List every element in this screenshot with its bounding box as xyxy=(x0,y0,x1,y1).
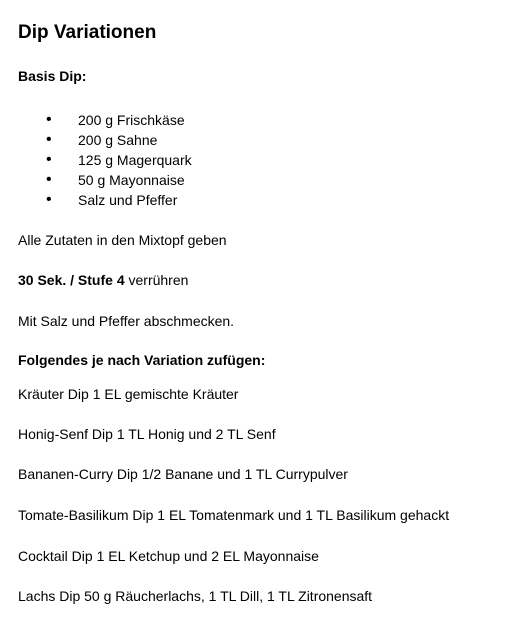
variation-lachs: Lachs Dip 50 g Räucherlachs, 1 TL Dill, 1 TL Zitronensaft xyxy=(18,588,373,604)
variation-bananen-curry: Bananen-Curry Dip 1/2 Banane und 1 TL Currypulver xyxy=(18,466,348,482)
step-stir xyxy=(18,272,188,289)
ingredient-list xyxy=(46,110,192,210)
variation-heading: Folgendes je nach Variation zufügen: xyxy=(18,352,266,368)
step-stir-action: verrühren xyxy=(124,272,189,288)
variation-cocktail: Cocktail Dip 1 EL Ketchup und 2 EL Mayonnaise xyxy=(18,548,319,564)
list-item: • Salz und Pfeffer xyxy=(46,190,192,210)
variation-tomate-basilikum: Tomate-Basilikum Dip 1 EL Tomatenmark und 1 TL Basilikum gehackt xyxy=(18,507,450,523)
list-item: • 125 g Magerquark xyxy=(46,150,192,170)
step-season: Mit Salz und Pfeffer abschmecken. xyxy=(18,313,235,329)
document-title: Dip Variationen xyxy=(18,22,157,43)
list-item: • 50 g Mayonnaise xyxy=(46,170,192,190)
step-stir-setting: 30 Sek. / Stufe 4 xyxy=(18,272,125,288)
step-mix: Alle Zutaten in den Mixtopf geben xyxy=(18,232,227,248)
list-item: • 200 g Frischkäse xyxy=(46,110,192,130)
basis-dip-heading: Basis Dip: xyxy=(18,68,87,84)
variation-honig-senf: Honig-Senf Dip 1 TL Honig und 2 TL Senf xyxy=(18,426,276,442)
variation-kraeuter: Kräuter Dip 1 EL gemischte Kräuter xyxy=(18,386,239,402)
list-item: • 200 g Sahne xyxy=(46,130,192,150)
